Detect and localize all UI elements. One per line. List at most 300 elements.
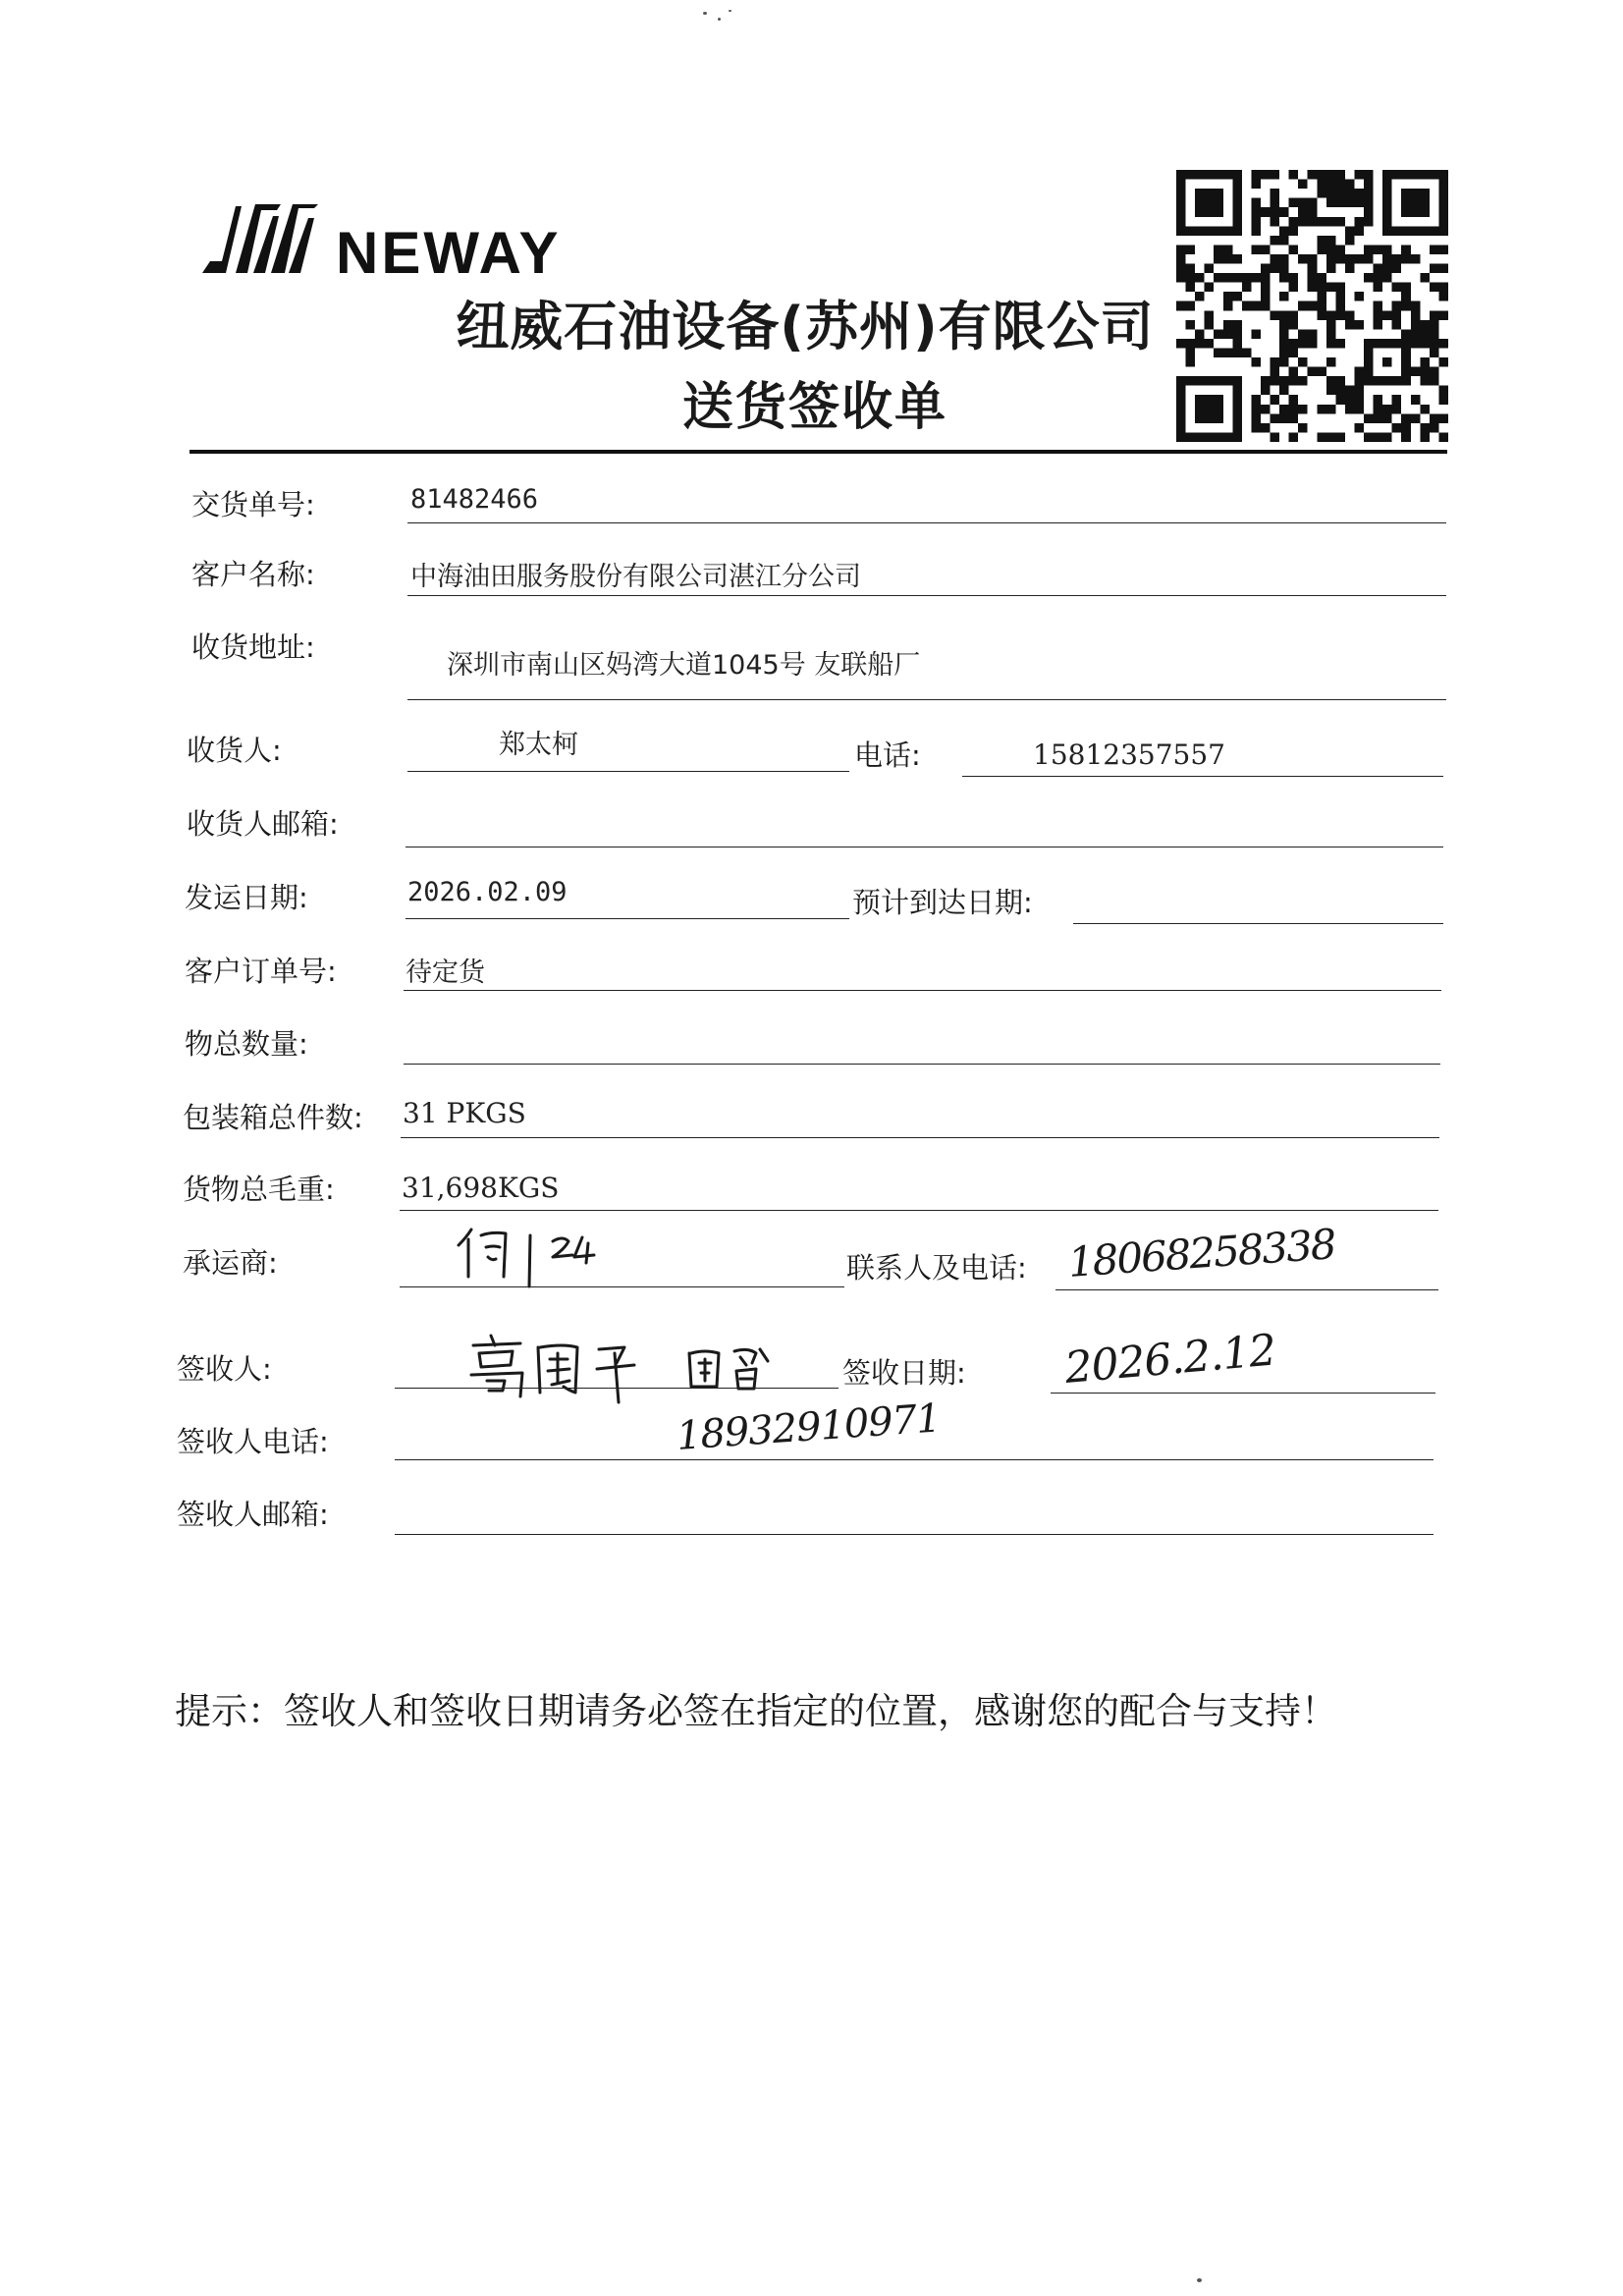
qr-module	[1214, 395, 1223, 405]
qr-module	[1279, 348, 1289, 357]
qr-module	[1430, 348, 1439, 357]
qr-module	[1364, 432, 1374, 442]
qr-module	[1205, 264, 1215, 274]
qr-module	[1205, 310, 1215, 320]
qr-module	[1279, 413, 1289, 423]
qr-module	[1271, 236, 1280, 246]
qr-module	[1271, 432, 1280, 442]
qr-module	[1345, 189, 1355, 198]
qr-module	[1214, 413, 1223, 423]
qr-module	[1279, 386, 1289, 396]
qr-module	[1411, 320, 1421, 330]
qr-module	[1401, 376, 1411, 386]
qr-module	[1317, 273, 1326, 283]
qr-module	[1374, 395, 1383, 405]
carrier-label: 承运商:	[183, 1246, 278, 1280]
qr-module	[1271, 264, 1280, 274]
qr-module	[1335, 376, 1345, 386]
qr-module	[1345, 395, 1355, 405]
qr-module	[1289, 395, 1299, 405]
qr-module	[1279, 339, 1289, 349]
qr-module	[1317, 180, 1326, 190]
total-packages-label: 包装箱总件数:	[183, 1101, 363, 1134]
qr-module	[1289, 217, 1299, 227]
qr-module	[1214, 329, 1223, 339]
document-title: 送货签收单	[681, 378, 947, 437]
signer-email-label: 签收人邮箱:	[177, 1498, 329, 1531]
qr-module	[1420, 198, 1430, 208]
qr-module	[1232, 423, 1242, 433]
qr-module	[1420, 320, 1430, 330]
delivery-address-label: 收货地址:	[191, 630, 315, 664]
qr-module	[1438, 413, 1448, 423]
qr-module	[1335, 254, 1345, 264]
qr-module	[1261, 207, 1271, 217]
qr-module	[1214, 189, 1223, 198]
qr-module	[1345, 264, 1355, 274]
sign-date-line	[1051, 1393, 1435, 1394]
qr-module	[1382, 273, 1392, 283]
qr-module	[1411, 170, 1421, 180]
qr-module	[1438, 245, 1448, 254]
qr-module	[1401, 207, 1411, 217]
qr-module	[1430, 367, 1439, 377]
qr-module	[1401, 413, 1411, 423]
qr-module	[1271, 395, 1280, 405]
scan-speck	[718, 18, 721, 21]
qr-module	[1308, 198, 1318, 208]
footer-tip: 提示：签收人和签收日期请务必签在指定的位置，感谢您的配合与支持！	[175, 1690, 1337, 1732]
phone-value: 15812357557	[1033, 738, 1225, 771]
qr-module	[1420, 376, 1430, 386]
qr-module	[1308, 329, 1318, 339]
qr-module	[1374, 405, 1383, 414]
qr-module	[1420, 423, 1430, 433]
qr-module	[1251, 413, 1261, 423]
qr-module	[1186, 432, 1196, 442]
qr-module	[1374, 376, 1383, 386]
qr-module	[1308, 339, 1318, 349]
qr-module	[1298, 339, 1308, 349]
qr-module	[1438, 264, 1448, 274]
qr-module	[1232, 273, 1242, 283]
qr-module	[1271, 254, 1280, 264]
qr-module	[1335, 170, 1345, 180]
qr-module	[1326, 329, 1336, 339]
qr-module	[1401, 367, 1411, 377]
qr-module	[1289, 432, 1299, 442]
qr-module	[1382, 264, 1392, 274]
qr-module	[1326, 320, 1336, 330]
qr-module	[1392, 170, 1402, 180]
qr-module	[1251, 226, 1261, 236]
qr-module	[1411, 329, 1421, 339]
qr-module	[1411, 198, 1421, 208]
customer-name-value: 中海油田服务股份有限公司湛江分公司	[410, 562, 861, 592]
logo-mark-icon	[202, 204, 318, 273]
qr-module	[1242, 301, 1252, 311]
qr-module	[1374, 339, 1383, 349]
qr-module	[1438, 339, 1448, 349]
qr-module	[1354, 423, 1364, 433]
total-qty-line	[404, 1064, 1440, 1065]
qr-module	[1205, 413, 1215, 423]
qr-module	[1430, 413, 1439, 423]
qr-module	[1232, 189, 1242, 198]
qr-module	[1289, 245, 1299, 254]
qr-module	[1232, 395, 1242, 405]
qr-module	[1186, 348, 1196, 357]
qr-module	[1335, 189, 1345, 198]
customer-po-label: 客户订单号:	[185, 955, 337, 988]
qr-module	[1251, 180, 1261, 190]
qr-module	[1261, 170, 1271, 180]
qr-module	[1401, 348, 1411, 357]
qr-module	[1232, 217, 1242, 227]
qr-module	[1251, 405, 1261, 414]
qr-module	[1364, 207, 1374, 217]
qr-module	[1232, 405, 1242, 414]
qr-module	[1223, 301, 1233, 311]
qr-module	[1279, 207, 1289, 217]
qr-module	[1326, 245, 1336, 254]
qr-module	[1401, 254, 1411, 264]
delivery-address-value: 深圳市南山区妈湾大道1045号 友联船厂	[447, 650, 921, 681]
qr-module	[1251, 301, 1261, 311]
qr-module	[1186, 273, 1196, 283]
qr-module	[1186, 376, 1196, 386]
qr-module	[1232, 207, 1242, 217]
qr-module	[1317, 367, 1326, 377]
qr-module	[1251, 273, 1261, 283]
qr-module	[1176, 217, 1186, 227]
qr-module	[1335, 292, 1345, 301]
qr-module	[1345, 254, 1355, 264]
qr-module	[1279, 226, 1289, 236]
qr-module	[1392, 376, 1402, 386]
qr-module	[1214, 348, 1223, 357]
qr-module	[1205, 170, 1215, 180]
qr-module	[1205, 339, 1215, 349]
qr-module	[1298, 217, 1308, 227]
qr-module	[1326, 386, 1336, 396]
qr-module	[1430, 423, 1439, 433]
qr-module	[1186, 339, 1196, 349]
qr-module	[1195, 189, 1205, 198]
qr-module	[1354, 405, 1364, 414]
qr-module	[1195, 207, 1205, 217]
qr-module	[1195, 198, 1205, 208]
qr-module	[1382, 226, 1392, 236]
qr-module	[1354, 292, 1364, 301]
qr-module	[1326, 180, 1336, 190]
qr-module	[1232, 339, 1242, 349]
qr-module	[1289, 367, 1299, 377]
phone-line	[962, 776, 1443, 777]
qr-module	[1242, 273, 1252, 283]
qr-module	[1438, 226, 1448, 236]
qr-module	[1345, 405, 1355, 414]
delivery-address-line	[407, 699, 1446, 700]
qr-module	[1317, 189, 1326, 198]
qr-module	[1438, 395, 1448, 405]
qr-module	[1279, 405, 1289, 414]
qr-module	[1392, 254, 1402, 264]
qr-module	[1232, 413, 1242, 423]
qr-module	[1392, 283, 1402, 293]
qr-module	[1345, 236, 1355, 246]
qr-module	[1298, 207, 1308, 217]
qr-module	[1430, 170, 1439, 180]
qr-module	[1335, 180, 1345, 190]
delivery-no-value: 81482466	[410, 484, 539, 515]
qr-module	[1317, 283, 1326, 293]
ship-date-value: 2026.02.09	[407, 877, 568, 907]
qr-module	[1261, 273, 1271, 283]
qr-module	[1195, 170, 1205, 180]
qr-module	[1364, 170, 1374, 180]
qr-module	[1195, 273, 1205, 283]
qr-module	[1261, 423, 1271, 433]
carrier-handwritten-signature	[447, 1218, 643, 1296]
qr-module	[1195, 413, 1205, 423]
qr-module	[1374, 264, 1383, 274]
qr-module	[1354, 367, 1364, 377]
qr-module	[1401, 170, 1411, 180]
qr-module	[1364, 273, 1374, 283]
qr-module	[1298, 329, 1308, 339]
qr-module	[1271, 198, 1280, 208]
qr-module	[1411, 339, 1421, 349]
qr-module	[1176, 245, 1186, 254]
qr-module	[1364, 180, 1374, 190]
qr-module	[1232, 292, 1242, 301]
qr-module	[1261, 405, 1271, 414]
signer-handwritten-signature	[461, 1332, 815, 1410]
qr-module	[1308, 367, 1318, 377]
signer-line	[395, 1388, 839, 1389]
qr-module	[1223, 292, 1233, 301]
customer-name-label: 客户名称:	[191, 558, 315, 591]
qr-module	[1430, 376, 1439, 386]
qr-module	[1430, 283, 1439, 293]
qr-module	[1438, 283, 1448, 293]
contact-label: 联系人及电话:	[846, 1251, 1027, 1285]
qr-module	[1345, 310, 1355, 320]
qr-module	[1279, 273, 1289, 283]
qr-module	[1317, 405, 1326, 414]
qr-module	[1411, 310, 1421, 320]
qr-module	[1176, 254, 1186, 264]
qr-module	[1251, 357, 1261, 367]
qr-module	[1374, 301, 1383, 311]
delivery-no-label: 交货单号:	[191, 488, 315, 521]
qr-module	[1326, 198, 1336, 208]
qr-module	[1289, 198, 1299, 208]
qr-module	[1298, 423, 1308, 433]
qr-module	[1317, 310, 1326, 320]
qr-module	[1232, 376, 1242, 386]
qr-module	[1205, 189, 1215, 198]
qr-module	[1364, 367, 1374, 377]
qr-module	[1430, 339, 1439, 349]
qr-module	[1308, 301, 1318, 311]
qr-module	[1420, 405, 1430, 414]
qr-module	[1271, 217, 1280, 227]
qr-module	[1195, 395, 1205, 405]
qr-module	[1326, 254, 1336, 264]
qr-module	[1374, 320, 1383, 330]
qr-module	[1401, 432, 1411, 442]
qr-module	[1289, 405, 1299, 414]
qr-module	[1420, 329, 1430, 339]
qr-module	[1392, 423, 1402, 433]
qr-module	[1205, 395, 1215, 405]
qr-module	[1242, 348, 1252, 357]
qr-module	[1232, 432, 1242, 442]
qr-module	[1326, 189, 1336, 198]
qr-module	[1232, 170, 1242, 180]
qr-module	[1176, 226, 1186, 236]
qr-module	[1382, 254, 1392, 264]
qr-module	[1317, 236, 1326, 246]
qr-module	[1335, 339, 1345, 349]
qr-module	[1411, 189, 1421, 198]
qr-module	[1382, 376, 1392, 386]
qr-module	[1232, 329, 1242, 339]
qr-module	[1186, 283, 1196, 293]
qr-module	[1335, 245, 1345, 254]
qr-module	[1223, 273, 1233, 283]
qr-module	[1411, 301, 1421, 311]
contact-line	[1055, 1289, 1438, 1290]
qr-module	[1214, 207, 1223, 217]
qr-module	[1438, 217, 1448, 227]
qr-module	[1176, 198, 1186, 208]
qr-module	[1232, 198, 1242, 208]
qr-module	[1382, 207, 1392, 217]
signer-email-line	[395, 1534, 1434, 1535]
qr-module	[1271, 170, 1280, 180]
qr-module	[1420, 367, 1430, 377]
qr-module	[1401, 339, 1411, 349]
qr-module	[1271, 207, 1280, 217]
qr-module	[1298, 198, 1308, 208]
qr-module	[1326, 357, 1336, 367]
ship-date-line	[406, 918, 849, 919]
qr-module	[1401, 226, 1411, 236]
qr-module	[1279, 292, 1289, 301]
qr-module	[1289, 226, 1299, 236]
scan-speck	[729, 10, 731, 12]
qr-module	[1326, 310, 1336, 320]
qr-module	[1205, 226, 1215, 236]
qr-module	[1354, 189, 1364, 198]
qr-module	[1420, 432, 1430, 442]
qr-module	[1279, 357, 1289, 367]
qr-module	[1392, 264, 1402, 274]
qr-module	[1401, 245, 1411, 254]
qr-module	[1289, 310, 1299, 320]
qr-module	[1308, 207, 1318, 217]
qr-module	[1326, 432, 1336, 442]
qr-module	[1223, 348, 1233, 357]
qr-module	[1279, 236, 1289, 246]
qr-module	[1430, 320, 1439, 330]
qr-module	[1186, 264, 1196, 274]
qr-code-icon	[1176, 170, 1448, 442]
qr-module	[1223, 254, 1233, 264]
qr-module	[1223, 329, 1233, 339]
qr-module	[1195, 376, 1205, 386]
qr-module	[1271, 367, 1280, 377]
company-name: 纽威石油设备(苏州)有限公司	[456, 296, 1155, 357]
contact-handwritten-phone	[1065, 1220, 1336, 1296]
sign-date-handwritten	[1062, 1325, 1318, 1400]
qr-module	[1411, 207, 1421, 217]
qr-module	[1176, 264, 1186, 274]
qr-module	[1382, 405, 1392, 414]
qr-module	[1317, 245, 1326, 254]
qr-module	[1411, 254, 1421, 264]
contact-phone-text: 18068258338	[1066, 1220, 1336, 1286]
phone-label: 电话:	[854, 738, 921, 772]
qr-module	[1205, 283, 1215, 293]
qr-module	[1354, 198, 1364, 208]
qr-module	[1298, 301, 1308, 311]
qr-module	[1382, 170, 1392, 180]
qr-module	[1392, 301, 1402, 311]
qr-module	[1401, 283, 1411, 293]
qr-module	[1223, 170, 1233, 180]
qr-module	[1205, 320, 1215, 330]
qr-module	[1298, 254, 1308, 264]
qr-module	[1251, 207, 1261, 217]
qr-module	[1251, 329, 1261, 339]
qr-module	[1261, 245, 1271, 254]
qr-module	[1438, 310, 1448, 320]
qr-module	[1374, 432, 1383, 442]
qr-module	[1214, 254, 1223, 264]
qr-module	[1401, 198, 1411, 208]
qr-module	[1345, 386, 1355, 396]
qr-module	[1364, 413, 1374, 423]
header-divider	[189, 450, 1447, 454]
qr-module	[1438, 357, 1448, 367]
qr-module	[1364, 254, 1374, 264]
total-packages-value: 31 PKGS	[403, 1097, 526, 1129]
qr-module	[1186, 301, 1196, 311]
qr-module	[1382, 357, 1392, 367]
qr-module	[1279, 320, 1289, 330]
qr-module	[1420, 226, 1430, 236]
qr-module	[1279, 264, 1289, 274]
qr-module	[1186, 226, 1196, 236]
total-packages-line	[401, 1137, 1439, 1138]
qr-module	[1430, 245, 1439, 254]
qr-module	[1279, 254, 1289, 264]
qr-module	[1195, 339, 1205, 349]
gross-weight-line	[400, 1210, 1438, 1211]
qr-module	[1214, 432, 1223, 442]
qr-module	[1374, 245, 1383, 254]
qr-module	[1392, 226, 1402, 236]
qr-module	[1364, 217, 1374, 227]
qr-module	[1186, 320, 1196, 330]
qr-module	[1411, 367, 1421, 377]
qr-module	[1271, 376, 1280, 386]
qr-module	[1279, 329, 1289, 339]
